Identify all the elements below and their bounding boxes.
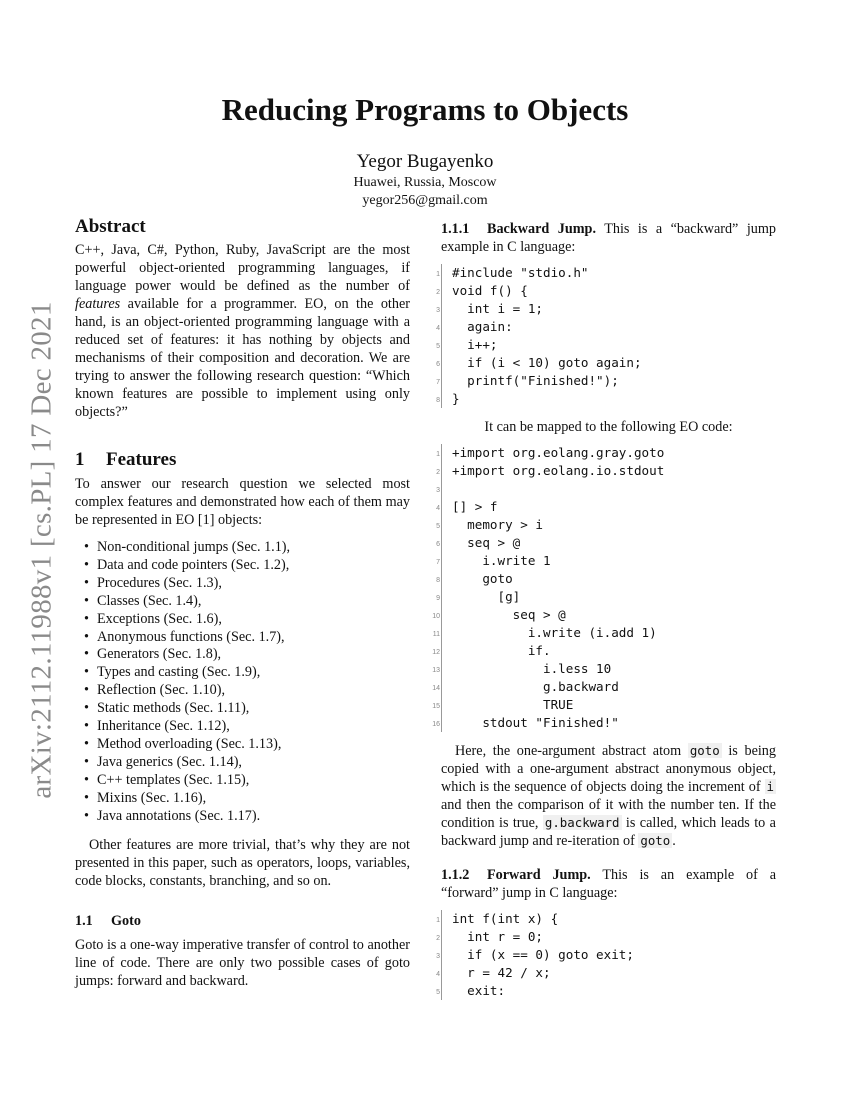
backward-jump-paragraph: 1.1.1 Backward Jump. This is a “backward” jump example in C language: [441, 221, 776, 255]
code-text: if (x == 0) goto exit; [452, 947, 634, 962]
code-line [436, 480, 776, 498]
code-line [432, 714, 776, 732]
code-text: seq > @ [452, 535, 521, 550]
line-number: 16 [432, 721, 440, 728]
code-line [436, 964, 776, 982]
feature-item: • Exceptions (Sec. 1.6), [97, 611, 410, 629]
author-email: yegor256@gmail.com [362, 193, 488, 208]
paper-title: Reducing Programs to Objects [221, 92, 629, 127]
line-number: 6 [436, 361, 440, 368]
code-line [436, 264, 776, 282]
code-text: r = 42 / x; [452, 965, 551, 980]
code-text: void f() { [452, 283, 528, 298]
line-number: 1 [436, 271, 440, 278]
code-line [436, 318, 776, 336]
code-line [436, 928, 776, 946]
author-affiliation: Huawei, Russia, Moscow [353, 175, 497, 190]
arxiv-id: arXiv:2112.11988v1 [cs.PL] 17 Dec 2021 [25, 301, 58, 799]
code-text: #include "stdio.h" [452, 265, 589, 280]
feature-item: • Non-conditional jumps (Sec. 1.1), [97, 539, 410, 557]
code-text: i.write 1 [452, 553, 551, 568]
section-features-heading: 1 Features [75, 449, 177, 470]
code-line [432, 606, 776, 624]
abstract-text: C++, Java, C#, Python, Ruby, JavaScript are the most powerful object-oriented programming languages, if language power would be defined as the number of features available for a programmer. EO, on the other hand, is an object-oriented programming language with a reduced set of features: it has nothing by objects and mechanisms of their composition and decoration. We are trying to answer the following research question: “Which known features are possible to implement using only objects?” [75, 242, 410, 420]
code-text: int r = 0; [452, 929, 543, 944]
abstract-emph: features [75, 296, 121, 312]
line-number: 5 [436, 343, 440, 350]
line-number: 10 [432, 613, 440, 620]
code-line [432, 624, 776, 642]
code-line [436, 552, 776, 570]
code-line [436, 534, 776, 552]
inline-code-goto-2: goto [640, 833, 671, 848]
line-number: 1 [436, 917, 440, 924]
feature-item: • Inheritance (Sec. 1.12), [97, 718, 410, 736]
code-line [436, 588, 776, 606]
feature-item: • Method overloading (Sec. 1.13), [97, 736, 410, 754]
code-text: if. [452, 643, 551, 658]
code-listing-eo [432, 444, 776, 732]
code-line [436, 390, 776, 408]
code-text: } [452, 391, 460, 406]
inline-code-i: i [766, 779, 774, 794]
line-number: 3 [436, 487, 440, 494]
line-number: 2 [436, 935, 440, 942]
code-line [436, 982, 776, 1000]
code-line [432, 696, 776, 714]
code-line [436, 354, 776, 372]
line-number: 7 [436, 559, 440, 566]
feature-item: • Anonymous functions (Sec. 1.7), [97, 629, 410, 647]
code-line [436, 282, 776, 300]
line-number: 6 [436, 541, 440, 548]
line-number: 7 [436, 379, 440, 386]
goto-text: Goto is a one-way imperative transfer of control to another line of code. There are only two possible cases of goto jumps: forward and backward. [75, 936, 410, 989]
feature-item: • Generators (Sec. 1.8), [97, 646, 410, 664]
line-number: 2 [436, 469, 440, 476]
feature-item: • Data and code pointers (Sec. 1.2), [97, 557, 410, 575]
code-listing-c-forward [436, 910, 776, 1000]
feature-item: • Procedures (Sec. 1.3), [97, 575, 410, 593]
line-number: 5 [436, 523, 440, 530]
code-text: +import org.eolang.io.stdout [452, 463, 665, 478]
code-text: i.less 10 [452, 661, 612, 676]
code-line [436, 444, 776, 462]
line-number: 11 [432, 631, 440, 638]
forward-jump-paragraph: 1.1.2 Forward Jump. This is an example of a “forward” jump in C language: [441, 867, 777, 901]
code-text: stdout "Finished!" [452, 715, 619, 730]
code-line [436, 498, 776, 516]
code-text: int f(int x) { [452, 911, 559, 926]
line-number: 4 [436, 505, 440, 512]
feature-item: • Classes (Sec. 1.4), [97, 593, 410, 611]
code-text: TRUE [452, 697, 574, 712]
section-goto-heading: 1.1 Goto [75, 912, 141, 929]
code-text: [] > f [452, 499, 498, 514]
code-text: exit: [452, 983, 506, 998]
feature-item: • Java generics (Sec. 1.14), [97, 754, 410, 772]
code-text: memory > i [452, 517, 543, 532]
features-list [75, 539, 410, 826]
line-number: 12 [432, 649, 440, 656]
line-number: 3 [436, 953, 440, 960]
feature-item: • Java annotations (Sec. 1.17). [97, 808, 410, 826]
code-line [436, 946, 776, 964]
line-number: 1 [436, 451, 440, 458]
line-number: 8 [436, 397, 440, 404]
line-number: 4 [436, 325, 440, 332]
author-name: Yegor Bugayenko [356, 151, 494, 172]
code-line [436, 300, 776, 318]
line-number: 14 [432, 685, 440, 692]
line-number: 13 [432, 667, 440, 674]
line-number: 15 [432, 703, 440, 710]
line-number: 4 [436, 971, 440, 978]
line-number: 2 [436, 289, 440, 296]
feature-item: • Static methods (Sec. 1.11), [97, 700, 410, 718]
left-column [75, 218, 410, 990]
code-line [436, 372, 776, 390]
code-line [436, 910, 776, 928]
arxiv-side-stamp [12, 300, 72, 800]
backward-explanation: Here, the one-argument abstract atom goto is being copied with a one-argument abstract anonymous object, which is the sequence of objects doing the increment of i and then the comparison of it with the number ten. If the condition is true, g.backward is called, which leads to a backward jump and re-iteration of goto . [441, 743, 776, 849]
mapped-text: It can be mapped to the following EO code: [484, 419, 733, 435]
code-line [432, 642, 776, 660]
code-text: +import org.eolang.gray.goto [452, 445, 665, 460]
code-text: i.write (i.add 1) [452, 625, 657, 640]
code-line [436, 336, 776, 354]
abstract-heading: Abstract [75, 216, 146, 237]
code-line [436, 570, 776, 588]
code-line [432, 678, 776, 696]
code-text: i++; [452, 337, 498, 352]
code-listing-c-backward [436, 264, 776, 408]
code-text: if (i < 10) goto again; [452, 355, 642, 370]
code-text: g.backward [452, 679, 619, 694]
code-text: again: [452, 319, 513, 334]
features-intro: To answer our research question we selected most complex features and demonstrated how each of them may be represented in EO [1] objects: [75, 476, 410, 528]
code-line [436, 462, 776, 480]
code-text: printf("Finished!"); [452, 373, 619, 388]
line-number: 9 [436, 595, 440, 602]
inline-code-goto: goto [689, 743, 720, 758]
code-line [432, 660, 776, 678]
code-text: goto [452, 571, 513, 586]
line-number: 3 [436, 307, 440, 314]
code-line [436, 516, 776, 534]
feature-item: • Mixins (Sec. 1.16), [97, 790, 410, 808]
inline-code-g-backward: g.backward [544, 815, 620, 830]
right-column [432, 220, 777, 1010]
feature-item: • Types and casting (Sec. 1.9), [97, 664, 410, 682]
line-number: 5 [436, 989, 440, 996]
features-outro: Other features are more trivial, that’s why they are not presented in this paper, such as operators, loops, variables, code blocks, constants, branching, and so on. [75, 836, 410, 889]
code-text: seq > @ [452, 607, 566, 622]
code-text: int i = 1; [452, 301, 543, 316]
feature-item: • Reflection (Sec. 1.10), [97, 682, 410, 700]
feature-item: • C++ templates (Sec. 1.15), [97, 772, 410, 790]
code-text: [g] [452, 589, 521, 604]
line-number: 8 [436, 577, 440, 584]
